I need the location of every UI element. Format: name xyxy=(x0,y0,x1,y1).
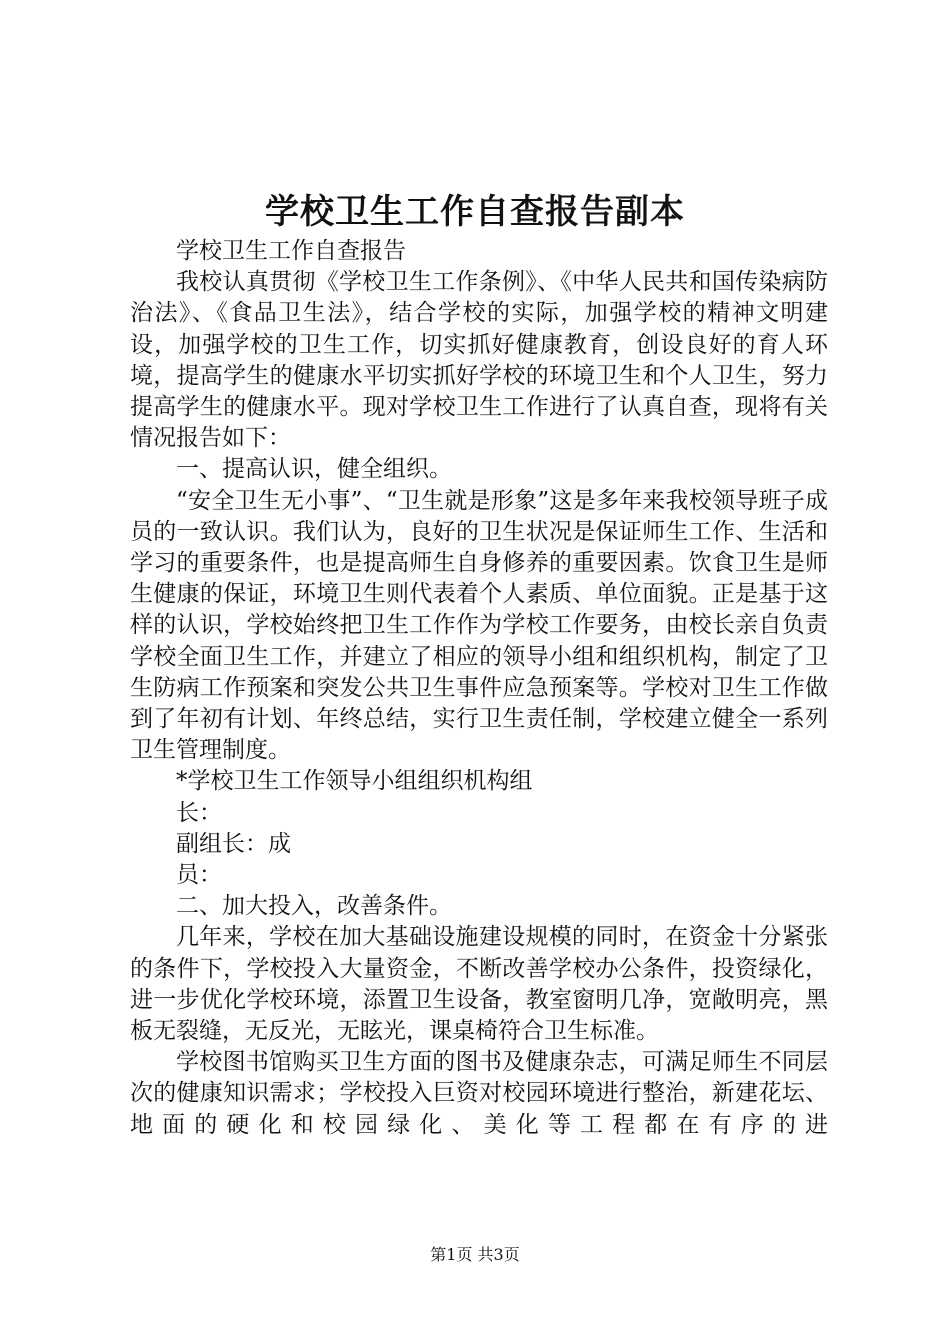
document-body xyxy=(130,236,828,1141)
library-paragraph: 学校图书馆购买卫生方面的图书及健康杂志，可满足师生不同层次的健康知识需求；学校投入巨资对校园环境进行整治，新建花坛、地面的硬化和校园绿化、美化等工程都在有序的进 xyxy=(130,1049,828,1138)
report-heading: 学校卫生工作自查报告 xyxy=(176,238,406,264)
section-two-paragraph: 几年来，学校在加大基础设施建设规模的同时，在资金十分紧张的条件下，学校投入大量资金，不断改善学校办公条件，投资绿化，进一步优化学校环境，添置卫生设备，教室窗明几净，宽敞明亮，黑板无裂缝，无反光，无眩光，课桌椅符合卫生标准。 xyxy=(130,924,828,1045)
section-two-heading: 二、加大投入，改善条件。 xyxy=(176,893,452,920)
members-line: 员： xyxy=(176,862,222,889)
section-one-paragraph: “安全卫生无小事”、“卫生就是形象”这是多年来我校领导班子成员的一致认识。我们认为，良好的卫生状况是保证师生工作、生活和学习的重要条件，也是提高师生自身修养的重要因素。饮食卫生是师生健康的保证，环境卫生则代表着个人素质、单位面貌。正是基于这样的认识，学校始终把卫生工作作为学校工作要务，由校长亲自负责学校全面卫生工作，并建立了相应的领导小组和组织机构，制定了卫生防病工作预案和突发公共卫生事件应急预案等。学校对卫生工作做到了年初有计划、年终总结，实行卫生责任制，学校建立健全一系列卫生管理制度。 xyxy=(130,487,828,764)
section-one-heading: 一、提高认识，健全组织。 xyxy=(176,456,452,483)
document-title: 学校卫生工作自查报告副本 xyxy=(265,192,685,232)
page-footer: 第1页 共3页 xyxy=(430,1245,520,1264)
intro-paragraph: 我校认真贯彻《学校卫生工作条例》、《中华人民共和国传染病防治法》、《食品卫生法》，结合学校的实际，加强学校的精神文明建设，加强学校的卫生工作，切实抓好健康教育，创设良好的育人环境，提高学生的健康水平切实抓好学校的环境卫生和个人卫生，努力提高学生的健康水平。现对学校卫生工作进行了认真自查，现将有关情况报告如下： xyxy=(130,269,828,452)
deputy-leader-line: 副组长：成 xyxy=(176,830,291,857)
leader-line: 长： xyxy=(176,799,222,826)
org-structure-line: *学校卫生工作领导小组组织机构组 xyxy=(176,768,533,795)
